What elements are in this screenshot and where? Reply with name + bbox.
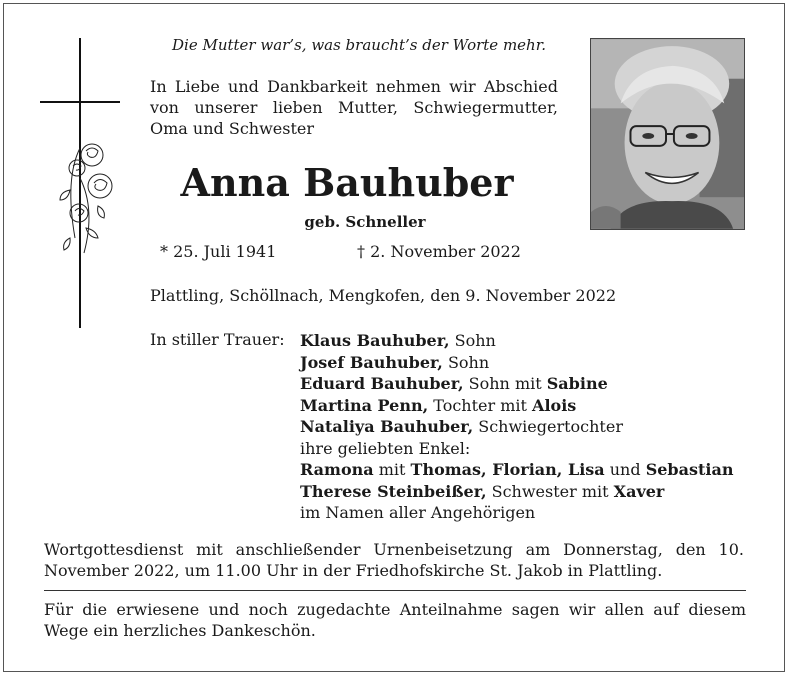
service-info <box>44 539 744 581</box>
cross-with-roses-icon <box>40 38 130 328</box>
mourners-label: In stiller Trauer: <box>150 330 285 349</box>
mourner-line: Klaus Bauhuber, Sohn <box>300 331 496 350</box>
mourners-list <box>300 330 733 524</box>
thanks-text <box>44 599 746 641</box>
grandchildren-line: Ramona mit Thomas, Florian, Lisa und Sebastian <box>300 460 734 479</box>
divider <box>44 590 746 591</box>
closing-line: im Namen aller Angehörigen <box>300 503 536 522</box>
motto: Die Mutter war’s, was braucht’s der Worte mehr. <box>172 36 547 54</box>
mourner-line: Therese Steinbeißer, Schwester mit Xaver <box>300 481 665 501</box>
thanks-line: Wege ein herzliches Dankeschön. <box>44 621 316 640</box>
maiden-name: geb. Schneller <box>304 213 426 231</box>
mourner-line: Eduard Bauhuber, Sohn mit Sabine <box>300 374 608 393</box>
service-line: Wortgottesdienst mit anschließender Urnenbeisetzung am Donnerstag, den 10. <box>44 540 744 559</box>
portrait-photo <box>590 38 745 230</box>
intro-text: In Liebe und Dankbarkeit nehmen wir Abschied von unserer lieben Mutter, Schwiegermutter, Oma und Schwester <box>150 77 558 138</box>
mourner-line: Josef Bauhuber, Sohn <box>300 352 490 372</box>
place-and-date: Plattling, Schöllnach, Mengkofen, den 9. November 2022 <box>150 286 617 305</box>
grandchildren-label: ihre geliebten Enkel: <box>300 438 471 458</box>
death-date: † 2. November 2022 <box>357 242 521 261</box>
deceased-name: Anna Bauhuber <box>180 160 514 205</box>
mourner-line: Martina Penn, Tochter mit Alois <box>300 395 577 415</box>
birth-date: * 25. Juli 1941 <box>160 242 277 261</box>
thanks-line: Für die erwiesene und noch zugedachte Anteilnahme sagen wir allen auf diesem <box>44 600 746 619</box>
mourner-line: Nataliya Bauhuber, Schwiegertochter <box>300 417 623 436</box>
service-line: November 2022, um 11.00 Uhr in der Friedhofskirche St. Jakob in Plattling. <box>44 561 663 580</box>
